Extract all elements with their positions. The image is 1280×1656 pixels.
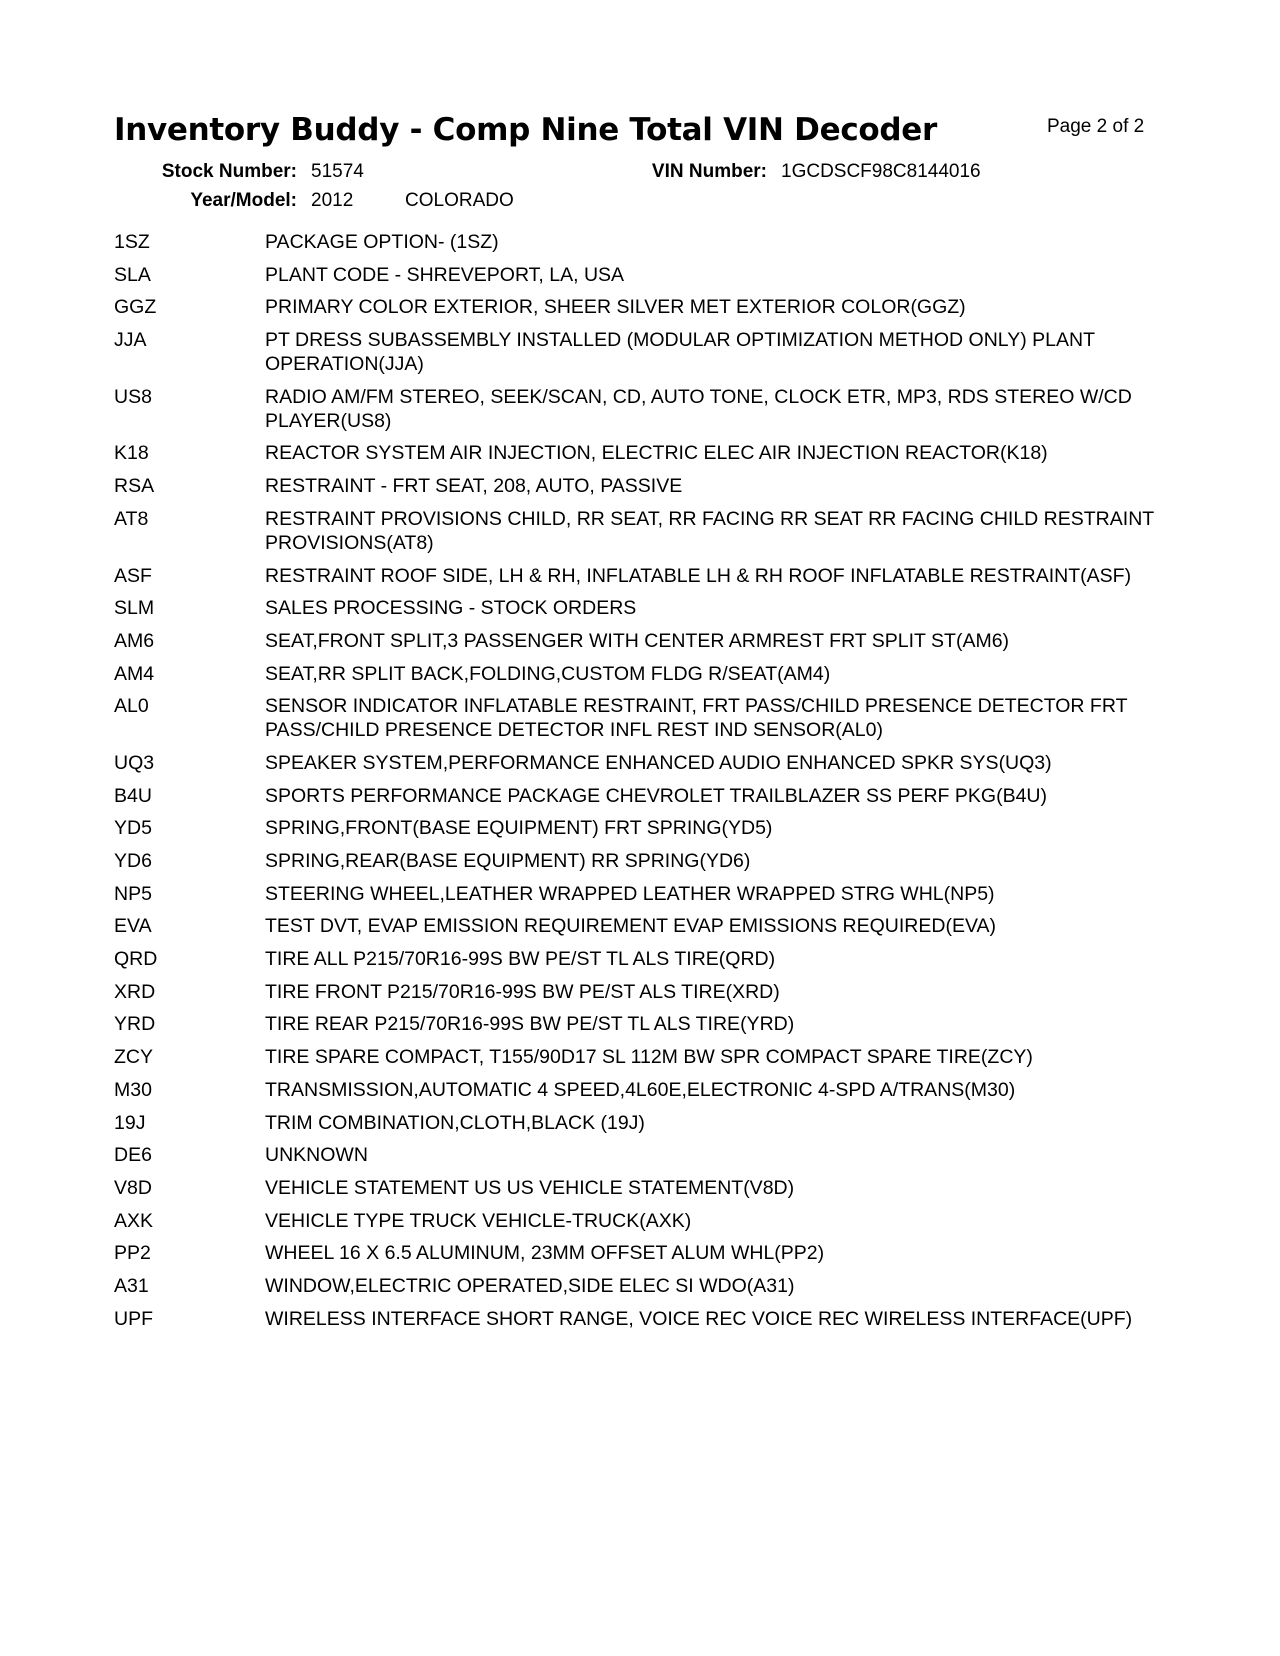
stock-number-label: Stock Number: [161, 161, 297, 182]
option-row [114, 441, 1174, 465]
option-code: SLA [114, 263, 151, 286]
option-description: VEHICLE STATEMENT US US VEHICLE STATEMENT(V8D) [265, 1176, 795, 1199]
option-code: V8D [114, 1176, 152, 1199]
year-value: 2012 [311, 190, 354, 211]
option-row [114, 1241, 1174, 1265]
option-code: EVA [114, 915, 152, 938]
option-code: RSA [114, 475, 155, 498]
option-description: TRIM COMBINATION,CLOTH,BLACK (19J) [265, 1111, 645, 1134]
option-code: QRD [114, 948, 158, 971]
stock-number-value: 51574 [311, 161, 364, 182]
option-description: SENSOR INDICATOR INFLATABLE RESTRAINT, FRT PASS/CHILD PRESENCE DETECTOR FRT PASS/CHILD PRESENCE DETECTOR INFL REST IND SENSOR(AL0) [265, 695, 1128, 742]
option-row [114, 914, 1174, 938]
option-row [114, 507, 1174, 555]
option-row [114, 596, 1174, 620]
option-code: YD6 [114, 850, 152, 872]
option-code: ASF [114, 564, 152, 587]
option-code: DE6 [114, 1144, 152, 1167]
option-code: YRD [114, 1013, 156, 1036]
option-description: WINDOW,ELECTRIC OPERATED,SIDE ELEC SI WDO(A31) [265, 1274, 795, 1297]
option-description: SPRING,FRONT(BASE EQUIPMENT) FRT SPRING(YD5) [265, 817, 773, 840]
option-description: RESTRAINT ROOF SIDE, LH & RH, INFLATABLE LH & RH ROOF INFLATABLE RESTRAINT(ASF) [265, 564, 1132, 587]
option-code: UPF [114, 1307, 153, 1330]
option-row [114, 263, 1174, 287]
option-code: ZCY [114, 1046, 153, 1069]
option-list [114, 230, 1174, 1339]
option-row [114, 629, 1174, 653]
option-code: JJA [114, 329, 147, 352]
option-description: PRIMARY COLOR EXTERIOR, SHEER SILVER MET EXTERIOR COLOR(GGZ) [265, 296, 966, 319]
year-model-label: Year/Model: [190, 190, 297, 211]
option-description: RESTRAINT PROVISIONS CHILD, RR SEAT, RR FACING RR SEAT RR FACING CHILD RESTRAINT PROVISIONS(AT8) [265, 507, 1154, 554]
option-row [114, 564, 1174, 588]
option-description: PLANT CODE - SHREVEPORT, LA, USA [265, 263, 625, 286]
option-description: SALES PROCESSING - STOCK ORDERS [265, 597, 637, 620]
option-code: US8 [114, 385, 152, 408]
option-row [114, 385, 1174, 433]
option-code: 1SZ [114, 231, 150, 253]
option-row [114, 882, 1174, 906]
option-description: TIRE ALL P215/70R16-99S BW PE/ST TL ALS TIRE(QRD) [265, 948, 776, 971]
option-description: SEAT,FRONT SPLIT,3 PASSENGER WITH CENTER ARMREST FRT SPLIT ST(AM6) [265, 629, 1010, 652]
option-code: A31 [114, 1274, 149, 1297]
option-row [114, 1274, 1174, 1298]
option-description: STEERING WHEEL,LEATHER WRAPPED LEATHER WRAPPED STRG WHL(NP5) [265, 882, 995, 905]
vin-number-value: 1GCDSCF98C8144016 [781, 161, 981, 182]
option-description: TIRE FRONT P215/70R16-99S BW PE/ST ALS TIRE(XRD) [265, 980, 780, 1003]
option-code: B4U [114, 784, 152, 807]
option-row [114, 1176, 1174, 1200]
option-description: PACKAGE OPTION- (1SZ) [265, 231, 499, 253]
option-code: AM4 [114, 662, 155, 685]
option-description: TEST DVT, EVAP EMISSION REQUIREMENT EVAP EMISSIONS REQUIRED(EVA) [265, 915, 997, 938]
option-row [114, 980, 1174, 1004]
option-row [114, 328, 1174, 376]
option-description: SPEAKER SYSTEM,PERFORMANCE ENHANCED AUDIO ENHANCED SPKR SYS(UQ3) [265, 751, 1052, 774]
option-row [114, 751, 1174, 775]
option-description: TIRE SPARE COMPACT, T155/90D17 SL 112M BW SPR COMPACT SPARE TIRE(ZCY) [265, 1046, 1033, 1069]
option-code: K18 [114, 442, 149, 465]
option-row [114, 230, 1174, 254]
option-row [114, 1307, 1174, 1331]
option-code: AM6 [114, 629, 155, 652]
option-description: RADIO AM/FM STEREO, SEEK/SCAN, CD, AUTO TONE, CLOCK ETR, MP3, RDS STEREO W/CD PLAYER(US8) [265, 385, 1132, 432]
option-row [114, 1078, 1174, 1102]
option-code: XRD [114, 980, 156, 1003]
option-code: PP2 [114, 1242, 151, 1265]
option-row [114, 1045, 1174, 1069]
option-description: RESTRAINT - FRT SEAT, 208, AUTO, PASSIVE [265, 475, 683, 498]
option-description: SEAT,RR SPLIT BACK,FOLDING,CUSTOM FLDG R/SEAT(AM4) [265, 662, 831, 685]
model-value: COLORADO [405, 190, 514, 211]
option-row [114, 295, 1174, 319]
option-row [114, 1012, 1174, 1036]
page-title: Inventory Buddy - Comp Nine Total VIN Decoder [114, 112, 938, 148]
option-code: YD5 [114, 817, 152, 840]
option-description: WIRELESS INTERFACE SHORT RANGE, VOICE REC VOICE REC WIRELESS INTERFACE(UPF) [265, 1307, 1133, 1330]
option-row [114, 694, 1174, 742]
option-description: WHEEL 16 X 6.5 ALUMINUM, 23MM OFFSET ALUM WHL(PP2) [265, 1242, 825, 1265]
option-row [114, 816, 1174, 840]
option-description: TIRE REAR P215/70R16-99S BW PE/ST TL ALS TIRE(YRD) [265, 1013, 795, 1036]
option-code: 19J [114, 1111, 146, 1134]
option-description: TRANSMISSION,AUTOMATIC 4 SPEED,4L60E,ELECTRONIC 4-SPD A/TRANS(M30) [265, 1078, 1016, 1101]
option-code: NP5 [114, 882, 152, 905]
option-description: UNKNOWN [265, 1144, 368, 1167]
option-code: GGZ [114, 296, 157, 319]
option-row [114, 1111, 1174, 1135]
option-description: REACTOR SYSTEM AIR INJECTION, ELECTRIC ELEC AIR INJECTION REACTOR(K18) [265, 442, 1048, 465]
option-description: SPORTS PERFORMANCE PACKAGE CHEVROLET TRAILBLAZER SS PERF PKG(B4U) [265, 784, 1047, 807]
option-code: AT8 [114, 507, 149, 530]
option-description: SPRING,REAR(BASE EQUIPMENT) RR SPRING(YD6) [265, 850, 751, 872]
option-row [114, 947, 1174, 971]
option-code: UQ3 [114, 751, 155, 774]
option-description: PT DRESS SUBASSEMBLY INSTALLED (MODULAR OPTIMIZATION METHOD ONLY) PLANT OPERATION(JJA) [265, 329, 1095, 376]
option-row [114, 662, 1174, 686]
option-row [114, 1143, 1174, 1167]
option-code: AL0 [114, 695, 149, 718]
option-code: M30 [114, 1078, 152, 1101]
option-code: AXK [114, 1209, 154, 1232]
option-code: SLM [114, 597, 155, 620]
option-description: VEHICLE TYPE TRUCK VEHICLE-TRUCK(AXK) [265, 1209, 692, 1232]
page-number: Page 2 of 2 [1047, 116, 1145, 137]
option-row [114, 849, 1174, 873]
option-row [114, 784, 1174, 808]
vin-number-label: VIN Number: [651, 161, 767, 182]
option-row [114, 1209, 1174, 1233]
option-row [114, 474, 1174, 498]
